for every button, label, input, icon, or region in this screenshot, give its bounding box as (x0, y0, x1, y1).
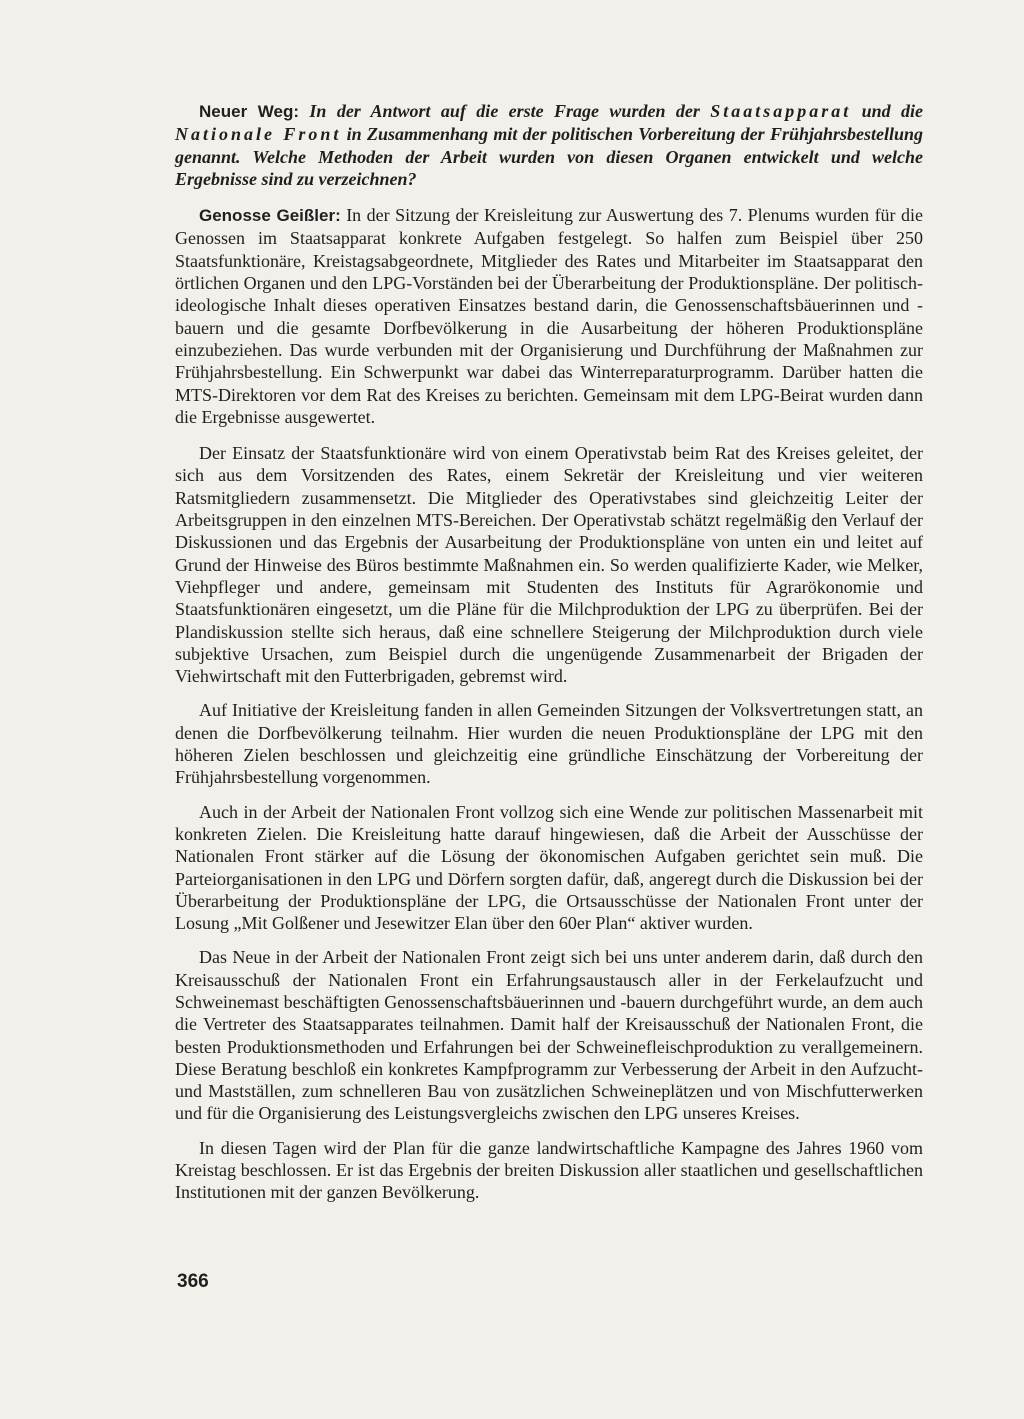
paragraph-kampagne-1960: In diesen Tagen wird der Plan für die ganze landwirtschaftliche Kampagne des Jahres 1960 vom Kreistag beschlossen. Er ist das Ergebnis der breiten Diskussion aller staatlichen und gesellschaftlichen Institutionen mit der ganzen Bevölkerung. (175, 1137, 923, 1203)
question-text-part3: in Zusammenhang mit der politischen Vorbereitung der Frühjahrsbestellung genannt. Welche Methoden der Arbeit wurden von diesen Organen entwickelt und welche Ergebnisse sind zu verzeichnen? (175, 124, 924, 189)
page-number: 366 (177, 1271, 209, 1292)
question-text-part2: und die (861, 101, 924, 121)
paragraph-operativstab: Der Einsatz der Staatsfunktionäre wird von einem Operativstab beim Rat des Kreises geleitet, der sich aus dem Vorsitzenden des Rates, einem Sekretär der Kreisleitung und vier weiteren Ratsmitgliedern zusammensetzt. Die Mitglieder des Operativstabes sind gleichzeitig Leiter der Arbeitsgruppen in den einzelnen MTS-Bereichen. Der Operativstab schätzt regelmäßig den Verlauf der Diskussionen und das Ergebnis der Ausarbeitung der Produktionspläne von unten ein und leitet auf Grund der Hinweise des Büros bestimmte Maßnahmen ein. So werden qualifizierte Kader, wie Melker, Viehpfleger und andere, gemeinsam mit Studenten des Instituts für Agrarökonomie und Staatsfunktionären eingesetzt, um die Pläne für die Milchproduktion der LPG zu überprüfen. Bei der Plandiskussion stellte sich heraus, daß eine schnellere Steigerung der Milchproduktion durch viele subjektive Ursachen, zum Beispiel durch die ungenügende Zusammenarbeit der Brigaden der Viehwirtschaft mit den Futterbrigaden, gebremst wird. (175, 443, 923, 687)
speaker-label-geissler: Genosse Geißler: (199, 206, 341, 226)
answer-text: In der Sitzung der Kreisleitung zur Auswertung des 7. Plenums wurden für die Genossen im Staatsapparat konkrete Aufgaben festgelegt. So halfen zum Beispiel über 250 Staatsfunktionäre, Kreistagsabgeordnete, Mitglieder des Rates und Mitarbeiter im Staatsapparat den örtlichen Organen und den LPG-Vorständen bei der Überarbeitung der Produktionspläne. Der politisch-ideologische Inhalt dieses operativen Einsatzes bestand darin, die Genossenschaftsbäuerinnen und -bauern und die gesamte Dorfbevölkerung in die Ausarbeitung der höheren Produktionspläne einzubeziehen. Das wurde verbunden mit der Organisierung und Durchführung der Maßnahmen zur Frühjahrsbestellung. Ein Schwerpunkt war dabei das Winterreparaturprogramm. Darüber hatten die MTS-Direktoren vor dem Rat des Kreises zu berichten. Gemeinsam mit dem LPG-Beirat wurden dann die Ergebnisse ausgewertet. (175, 205, 923, 427)
speaker-label-neuer-weg: Neuer Weg: (199, 102, 300, 121)
question-text-part1: In der Antwort auf die erste Frage wurden der (309, 101, 700, 121)
document-page (175, 100, 923, 1216)
interview-answer (175, 204, 923, 428)
paragraph-volksvertretungen: Auf Initiative der Kreisleitung fanden in allen Gemeinden Sitzungen der Volksvertretungen statt, an denen die Dorfbevölkerung teilnahm. Hier wurden die neuen Produktionspläne der LPG mit den höheren Zielen beschlossen und gleichzeitig eine gründliche Einschätzung der Vorbereitung der Frühjahrsbestellung vorgenommen. (175, 700, 923, 788)
question-term-nationale-front: Nationale Front (175, 124, 342, 145)
interview-question (175, 100, 923, 190)
paragraph-erfahrungsaustausch: Das Neue in der Arbeit der Nationalen Front zeigt sich bei uns unter anderem darin, daß durch den Kreisausschuß der Nationalen Front ein Erfahrungsaustausch aller in der Ferkelaufzucht und Schweinemast beschäftigten Genossenschaftsbäuerinnen und -bauern durchgeführt wurde, an dem auch die Vertreter des Staatsapparates teilnahmen. Damit half der Kreisausschuß der Nationalen Front, die besten Produktionsmethoden und Erfahrungen bei der Schweinefleischproduktion zu verallgemeinern. Diese Beratung beschloß ein konkretes Kampfprogramm zur Verbesserung der Arbeit in den Aufzucht- und Mastställen, zum schnelleren Bau von zusätzlichen Schweineplätzen und von Mischfutterwerken und für die Organisierung des Leistungsvergleichs zwischen den LPG unseres Kreises. (175, 947, 923, 1124)
paragraph-nationale-front: Auch in der Arbeit der Nationalen Front vollzog sich eine Wende zur politischen Massenarbeit mit konkreten Zielen. Die Kreisleitung hatte darauf hingewiesen, daß die Arbeit der Ausschüsse der Nationalen Front stärker auf die Lösung der ökonomischen Aufgaben gerichtet sein muß. Die Parteiorganisationen in den LPG und Dörfern sorgten dafür, daß, angeregt durch die Diskussion bei der Überarbeitung der Produktionspläne der LPG, die Ortsausschüsse der Nationalen Front unter der Losung „Mit Golßener und Jesewitzer Elan über den 60er Plan“ aktiver wurden. (175, 801, 923, 934)
question-term-staatsapparat: Staatsapparat (710, 101, 852, 121)
